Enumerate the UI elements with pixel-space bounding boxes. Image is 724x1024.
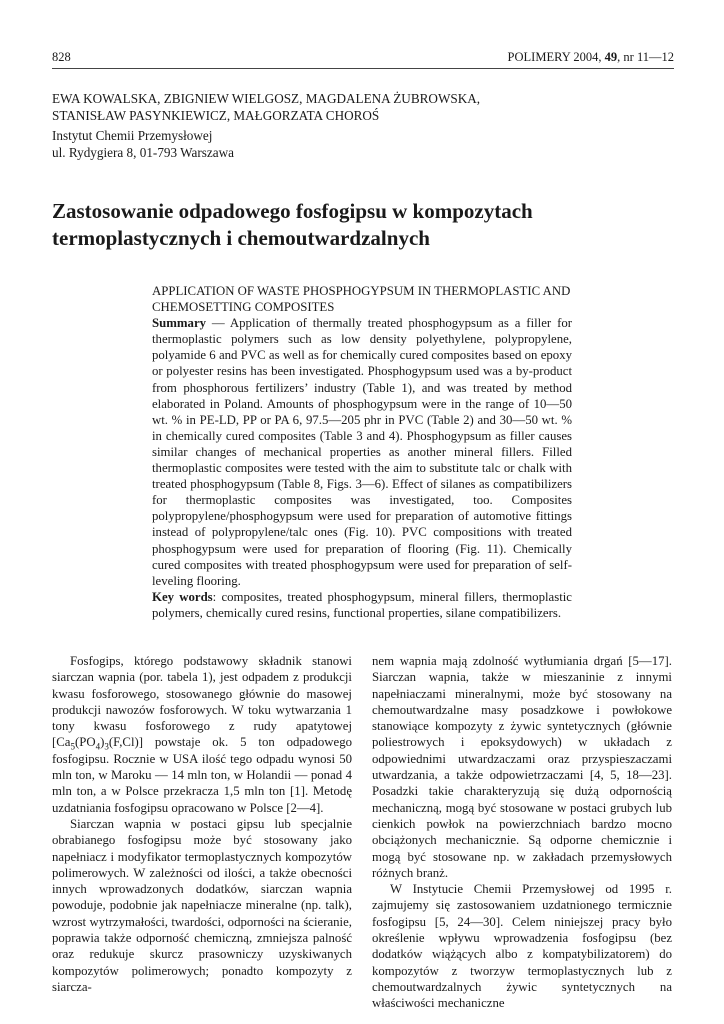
article-title: Zastosowanie odpadowego fosfogipsu w kompozytach termoplastycznych i chemoutwardzalnych xyxy=(52,199,533,250)
abstract-title: APPLICATION OF WASTE PHOSPHOGYPSUM IN THERMOPLASTIC AND CHEMOSETTING COMPOSITES xyxy=(152,284,571,315)
subscript: 4 xyxy=(95,742,101,753)
header-rule xyxy=(52,68,674,69)
abstract-keywords xyxy=(152,589,572,621)
keywords-text: : composites, treated phosphogypsum, mineral fillers, thermoplastic polymers, chemically cured resins, functional properties, silane compatibilizers. xyxy=(152,589,572,620)
text-run: (F,Cl)] powstaje ok. 5 ton odpadowego fosfogipsu. Rocznie w USA ilość tego odpadu wynosi 50 mln ton, w Maroku — 14 mln ton, w Holandii — ponad 4 mln ton, a w Polsce przekracza 1,5 mln ton [1]. Metodę uzdatniania fosfogipsu opracowano w Polsce [2—4]. xyxy=(52,735,352,815)
body-column-right xyxy=(372,653,672,1012)
institution-address: ul. Rydygiera 8, 01-793 Warszawa xyxy=(52,144,235,160)
text-run: (PO xyxy=(74,735,96,750)
summary-label: Summary xyxy=(152,316,207,331)
subscript: 3 xyxy=(104,742,109,753)
page-number: 828 xyxy=(52,50,71,64)
body-column-left xyxy=(52,653,352,995)
institution-name: Instytut Chemii Przemysłowej xyxy=(52,128,213,143)
summary-text: — Application of thermally treated phosphogypsum as a filler for thermoplastic polymers such as low density polyethylene, polypropylene, polyamide 6 and PVC as well as for chemically cured composites based on epoxy or polyester resins has been investigated. Phosphogypsum used was a by-product from phosphorous fertilizers’ industry (Table 1), and was treated by method elaborated in Poland. Amounts of phosphogypsum were in the range of 10—50 wt. % in PE-LD, PP or PA 6, 97.5—205 phr in PVC (Table 2) and 30—50 wt. % in chemically cured composites (Table 3 and 4). Phosphogypsum as filler causes similar changes of mechanical properties as another mineral fillers. Filled thermoplastic composites were tested with the aim to substitute talc or chalk with treated phosphogypsum (Table 8, Figs. 3—6). Effect of silanes as compatibilizers for thermoplastic composites was investigated, too. Composites polypropylene/phosphogypsum were used for preparation of automotive fittings instead of polypropylene/talc ones (Fig. 10). PVC compositions with treated phosphogypsum were used for preparation of flooring (Fig. 11). Chemically cured composites with treated phosphogypsum were used for preparation of self-leveling flooring. xyxy=(152,316,572,588)
body-paragraph xyxy=(52,653,352,816)
authors xyxy=(52,91,672,124)
abstract xyxy=(152,283,572,621)
authors-line-2: STANISŁAW PASYNKIEWICZ, MAŁGORZATA CHOROŚ xyxy=(52,107,380,123)
text-run: ) xyxy=(100,735,105,750)
text-run: Fosfogips, którego podstawowy składnik stanowi siarczan wapnia (por. tabela 1), jest odpadem z produkcji kwasu fosforowego, stosowanego głównie do masowej produkcji nawozów fosforowych. W toku wytwarzania 1 tony kwasu fosforowego z rudy apatytowej [Ca xyxy=(52,654,352,750)
journal-volume: 49 xyxy=(604,50,618,64)
journal-name: POLIMERY 2004, xyxy=(507,50,602,64)
journal-issue: , nr 11—12 xyxy=(617,50,674,64)
body-paragraph: Siarczan wapnia w postaci gipsu lub specjalnie obrabianego fosfogipsu może być stosowany jako napełniacz i modyfikator termoplastycznych kompozytów polimerowych. W zależności od ilości, a także obecności innych wprowadzonych dodatków, siarczan wapnia powoduje, podobnie jak napełniacze mineralne (np. talk), wzrost wytrzymałości, twardości, odporności na ścieranie, poprawia także odporność chemiczną, zmniejsza palność oraz redukuje skurcz prasowniczy uzyskiwanych kompozytów polimerowych; ponadto kompozyty z siarcza- xyxy=(52,816,352,994)
body-paragraph: nem wapnia mają zdolność wytłumiania drgań [5—17]. Siarczan wapnia, także w mieszaninie z innymi napełniaczami mineralnymi, może być stosowany na chemoutwardzalne masy posadzkowe i powłokowe stanowiące kompozyty z żywic syntetycznych (głównie poliestrowych i epoksydowych) w układach z odpowiednimi utwardzaczami oraz przyspieszaczami utwardzania, a także odpowietrzaczami [4, 5, 18—23]. Posadzki takie charakteryzują się dużą odpornością mechaniczną, mogą być stosowane w postaci grubych lub cienkich powłok na powierzchniach bardzo mocno obciążonych mechanicznie. Są odporne chemicznie i mogą być stosowane np. w zakładach przemysłowych różnych branż. xyxy=(372,654,672,880)
keywords-label: Key words xyxy=(152,589,213,604)
subscript: 5 xyxy=(70,742,75,753)
institution xyxy=(52,128,552,161)
body-paragraph: W Instytucie Chemii Przemysłowej od 1995 r. zajmujemy się zastosowaniem uzdatnionego termicznie fosfogipsu [5, 24—30]. Celem niniejszej pracy było określenie wpływu wprowadzenia fosfogipsu (bez dodatków wiążących albo z kompatybilizatorem) do kompozytów z tworzyw termoplastycznych lub z chemoutwardzalnych żywic syntetycznych na właściwości mechaniczne xyxy=(372,882,672,1011)
journal-citation xyxy=(508,50,674,65)
authors-line-1: EWA KOWALSKA, ZBIGNIEW WIELGOSZ, MAGDALENA ŻUBROWSKA, xyxy=(52,91,481,106)
abstract-summary xyxy=(152,315,572,589)
